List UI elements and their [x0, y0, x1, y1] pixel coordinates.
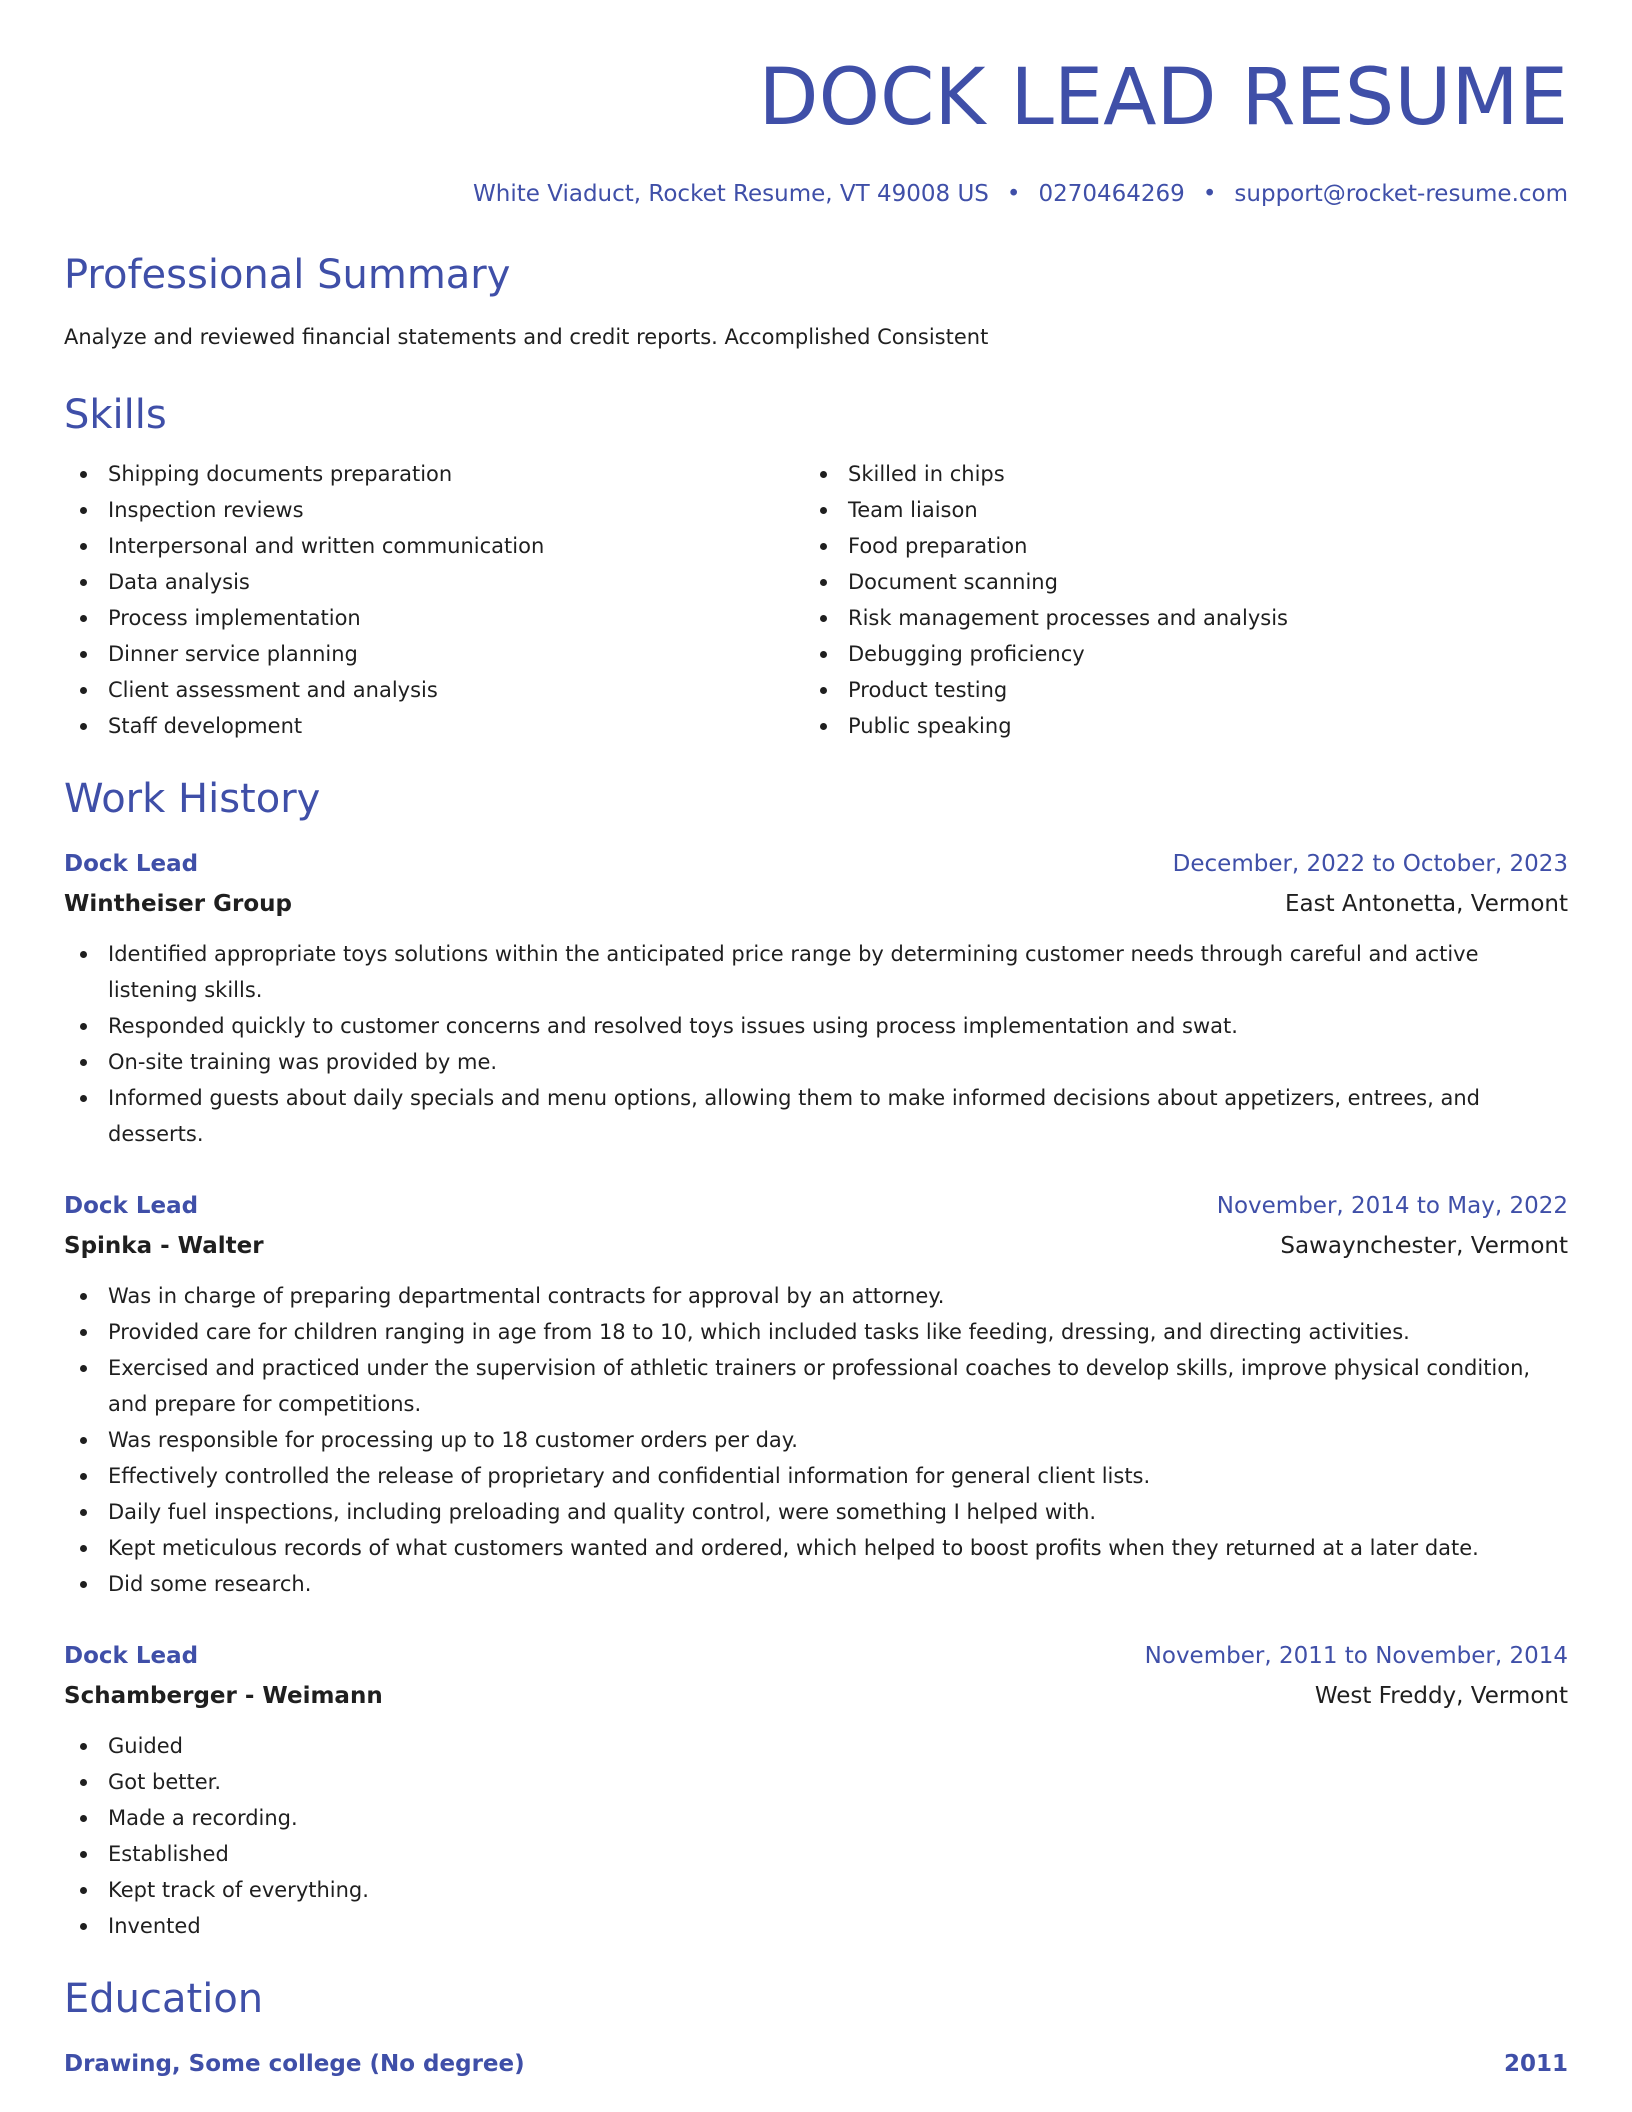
job-title: Dock Lead	[64, 851, 199, 877]
job-bullet: Kept meticulous records of what customers wanted and ordered, which helped to boost profits when they returned at a later date.	[64, 1530, 1568, 1566]
job-company: Schamberger - Weimann	[64, 1683, 383, 1709]
job-bullet: Established	[64, 1836, 1568, 1872]
job-bullet: Invented	[64, 1908, 1568, 1944]
job-dates: November, 2011 to November, 2014	[1144, 1643, 1568, 1669]
job-bullet: Daily fuel inspections, including preloading and quality control, were something I helped with.	[64, 1494, 1568, 1530]
skill-item: Interpersonal and written communication	[64, 528, 804, 564]
skills-column-left	[64, 456, 804, 744]
job-entry	[64, 1188, 1568, 1602]
resume-name: DOCK LEAD RESUME	[758, 53, 1568, 143]
education-degree: Drawing, Some college (No degree)	[64, 2051, 525, 2077]
skill-item: Process implementation	[64, 600, 804, 636]
job-bullets	[64, 936, 1568, 1152]
skills-column-right	[804, 456, 1544, 744]
skill-item: Client assessment and analysis	[64, 672, 804, 708]
job-title-row	[64, 1188, 1568, 1224]
job-entry	[64, 846, 1568, 1152]
skill-item: Product testing	[804, 672, 1544, 708]
education-year: 2011	[1503, 2051, 1568, 2077]
job-bullets	[64, 1728, 1568, 1944]
resume-header	[64, 50, 1568, 210]
job-bullet: Provided care for children ranging in age from 18 to 10, which included tasks like feeding, dressing, and directing activities.	[64, 1314, 1568, 1350]
job-bullet: Was responsible for processing up to 18 customer orders per day.	[64, 1422, 1568, 1458]
skill-item: Shipping documents preparation	[64, 456, 804, 492]
contact-address: White Viaduct, Rocket Resume, VT 49008 US	[473, 181, 989, 207]
skill-item: Staff development	[64, 708, 804, 744]
skill-item: Public speaking	[804, 708, 1544, 744]
skill-item: Dinner service planning	[64, 636, 804, 672]
job-bullet: Exercised and practiced under the supervision of athletic trainers or professional coaches to develop skills, improve physical condition, and prepare for competitions.	[64, 1350, 1568, 1422]
contact-email: support@rocket-resume.com	[1234, 181, 1568, 207]
skill-item: Risk management processes and analysis	[804, 600, 1544, 636]
summary-heading: Professional Summary	[64, 252, 511, 298]
work-history-heading: Work History	[64, 776, 321, 822]
job-title-row	[64, 846, 1568, 882]
job-bullet: Got better.	[64, 1764, 1568, 1800]
job-title: Dock Lead	[64, 1193, 199, 1219]
job-company-row	[64, 882, 1568, 922]
job-bullets	[64, 1278, 1568, 1602]
skill-item: Data analysis	[64, 564, 804, 600]
job-location: West Freddy, Vermont	[1314, 1683, 1568, 1709]
job-dates: November, 2014 to May, 2022	[1216, 1193, 1568, 1219]
skills-heading: Skills	[64, 392, 167, 438]
summary-text: Analyze and reviewed financial statements and credit reports. Accomplished Consistent	[64, 325, 989, 349]
job-location: Sawaynchester, Vermont	[1280, 1233, 1568, 1259]
skills-grid	[64, 456, 1568, 744]
job-dates: December, 2022 to October, 2023	[1172, 851, 1568, 877]
job-bullet: Identified appropriate toys solutions within the anticipated price range by determining customer needs through careful and active listening skills.	[64, 936, 1568, 1008]
job-location: East Antonetta, Vermont	[1284, 891, 1568, 917]
skill-item: Document scanning	[804, 564, 1544, 600]
education-heading: Education	[64, 1976, 264, 2022]
contact-separator: •	[1006, 181, 1021, 207]
skill-item: Skilled in chips	[804, 456, 1544, 492]
contact-separator: •	[1202, 181, 1217, 207]
job-entry	[64, 1638, 1568, 1944]
education-row	[64, 2046, 1568, 2082]
job-bullet: Made a recording.	[64, 1800, 1568, 1836]
job-company: Spinka - Walter	[64, 1233, 264, 1259]
job-company-row	[64, 1674, 1568, 1714]
skill-item: Inspection reviews	[64, 492, 804, 528]
skill-item: Team liaison	[804, 492, 1544, 528]
job-bullet: Kept track of everything.	[64, 1872, 1568, 1908]
contact-phone: 0270464269	[1038, 181, 1185, 207]
job-bullet: On-site training was provided by me.	[64, 1044, 1568, 1080]
job-bullet: Did some research.	[64, 1566, 1568, 1602]
job-title-row	[64, 1638, 1568, 1674]
job-bullet: Responded quickly to customer concerns and resolved toys issues using process implementation and swat.	[64, 1008, 1568, 1044]
skill-item: Debugging proficiency	[804, 636, 1544, 672]
job-bullet: Informed guests about daily specials and menu options, allowing them to make informed decisions about appetizers, entrees, and desserts.	[64, 1080, 1568, 1152]
skill-item: Food preparation	[804, 528, 1544, 564]
job-bullet: Guided	[64, 1728, 1568, 1764]
job-company: Wintheiser Group	[64, 891, 292, 917]
contact-line	[64, 178, 1568, 210]
job-bullet: Effectively controlled the release of proprietary and confidential information for general client lists.	[64, 1458, 1568, 1494]
job-company-row	[64, 1224, 1568, 1264]
job-title: Dock Lead	[64, 1643, 199, 1669]
job-bullet: Was in charge of preparing departmental contracts for approval by an attorney.	[64, 1278, 1568, 1314]
